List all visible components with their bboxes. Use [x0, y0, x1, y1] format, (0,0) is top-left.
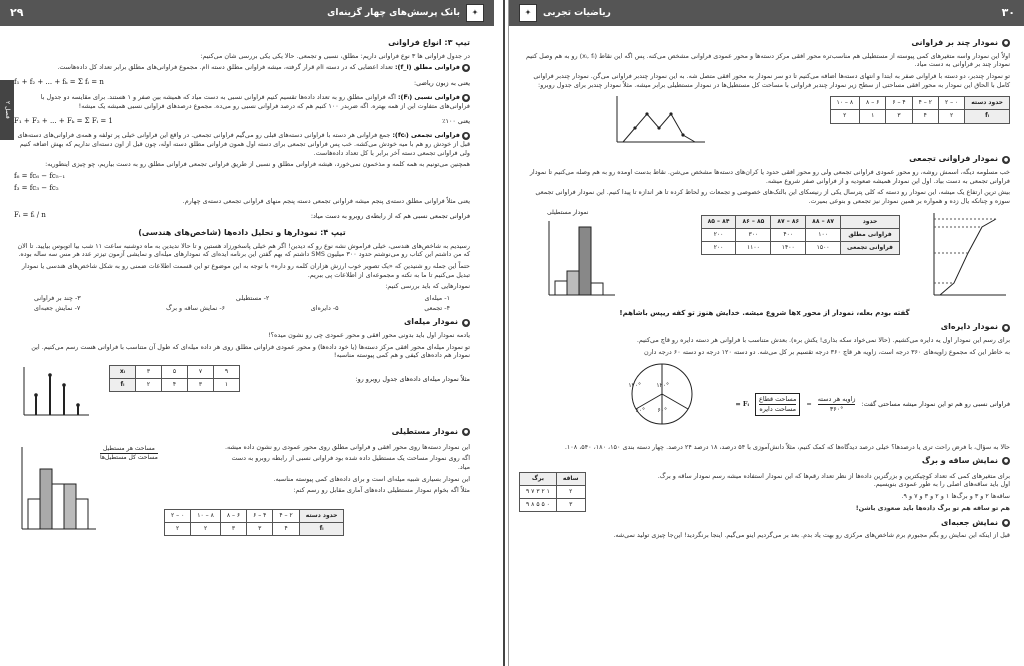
- abs-formula-row: [14, 75, 470, 90]
- left-page-header: [0, 0, 494, 26]
- table-cell: fᵢ: [965, 110, 1010, 123]
- bar-title-text: نمودار میله‌ای: [403, 317, 458, 327]
- paragraph: ساقه‌ها ۲ و ۳ و برگ‌ها ۱ و ۲ و ۳ و ۷ و ۹.: [901, 491, 1010, 500]
- section-title-text: تیپ ۳: انواع فراوانی: [388, 38, 470, 47]
- abs-note: یعنی به زبون ریاضی:: [414, 78, 470, 87]
- list-item: ۵- دایره‌ای: [310, 304, 339, 313]
- hist-label: نمودار مستطیلی: [547, 208, 589, 216]
- publisher-logo-icon: ✦: [466, 4, 484, 22]
- paragraph: بیش ترین ارتفاع یک میشه، این نمودار رو دسته که کلی پترسال یکی از رنیسکای این بالتک‌های خصوصی و تجمعات رو لحاظ کرده تا هر اندازه تا پیدا کنیم. این نمودار فراوانی تجمعی سوزه و چنانکه یال زده و همواره بر همین نمودار نیز تجمعی و بنوعی بمیرت.: [535, 188, 1010, 206]
- hist-data-table: [164, 509, 344, 536]
- table-cell: ۰ – ۲: [165, 509, 191, 522]
- table-cell: ۴: [273, 522, 299, 535]
- left-content: [14, 34, 470, 658]
- table-cell: xᵢ: [110, 365, 136, 378]
- table-cell: ۲ – ۴: [273, 509, 299, 522]
- stem-leaf-table: [519, 472, 586, 512]
- cum-formulas: [14, 172, 470, 194]
- pie-fraction-1: [755, 393, 800, 415]
- paragraph: حتماً این جمله رو شنیدین که «یک تصویر خوب ارزش هزاران کلمه رو داره» با توجه به این موضوع تو این قسمت اطلاعات ضمنی رو به شکل شاخص‌های هندسی یا نمودار تبدیل می‌کنیم تا ما به نکته و مجموعه‌ای از اطلاعات پی ببریم.: [21, 261, 470, 279]
- table-cell: ۱: [214, 378, 240, 391]
- cum-histogram: [539, 219, 619, 303]
- table-row: [701, 228, 899, 241]
- pie-chart: [627, 359, 697, 429]
- paragraph: این نمودار بسیاری شبیه میله‌ای است و برای داده‌های کمی پیوسته مناسبه.: [273, 474, 470, 483]
- table-cell: ۷: [188, 365, 214, 378]
- list-item: ۱- میله‌ای: [424, 293, 450, 302]
- list-item: ۴- تجمعی: [424, 304, 450, 313]
- stem-title-text: نمایش ساقه و برگ: [921, 455, 998, 465]
- paragraph: مثلاً اگه بخوام نمودار مستطیلی داده‌های آماری مقابل رو رسم کنم:: [293, 486, 470, 495]
- hist-bar: [591, 283, 603, 295]
- frac-num: مساحت قطاع: [759, 395, 797, 404]
- table-cell: ۲: [938, 110, 964, 123]
- abs-freq-paragraph: [14, 63, 470, 72]
- bullet-icon: ●: [463, 132, 469, 139]
- table-cell: ۶ – ۸: [860, 97, 886, 110]
- rel-freq-text: اگه فراوانی مطلق رو به تعداد داده‌ها تقسیم کنیم فراوانی نسبی به دست میاد که همیشه بین صفر و ۱ هستند. برای مقایسه دو جدول با فراوانی‌های متفاوت این از همه بهتره. اگه ضربدر ۱۰۰ کنیم هم که درصد فراوانی نسبی رو می‌ده. مجموع درصدهای فراوانی نسبی همیشه یک میشه!: [40, 92, 470, 110]
- paragraph: این نمودار دسته‌ها روی محور افقی و فراوانی مطلق روی محور عمودی رو نشون داده میشه.: [224, 442, 470, 451]
- hist-bar: [567, 271, 579, 295]
- pie-area: [519, 359, 1010, 441]
- table-cell: ۲: [191, 522, 221, 535]
- table-cell: ۳: [247, 522, 273, 535]
- table-cell: ۳۰۰: [736, 228, 771, 241]
- frac-den: مساحت دایره: [759, 404, 796, 413]
- paragraph: به خاطر این که مجموع زاویه‌های ۳۶۰ درجه است، زاویه هر قاچ ۳۶۰ درجه تقسیم بر کل می‌شه. دو دسته ۱۲۰ درجه دو دسته ۶۰ درجه دارن: [644, 347, 1010, 356]
- box-title-text: نمایش جعبه‌ای: [941, 517, 998, 527]
- bar-dot: [34, 393, 38, 397]
- stem-note: هم تو ساقه هم تو برگ داده‌ها باید صعودی باشن!: [855, 503, 1010, 512]
- table-cell: ۳: [556, 498, 585, 511]
- hist-bar: [76, 499, 88, 529]
- table-row: [520, 485, 586, 498]
- table-row: [520, 498, 586, 511]
- poly-title: [519, 38, 1010, 49]
- table-row: [165, 509, 344, 522]
- table-cell: ۸۷ – ۸۸: [806, 215, 841, 228]
- table-cell: ۲: [165, 522, 191, 535]
- poly-point: [681, 134, 684, 137]
- bar-dot: [76, 403, 80, 407]
- bar-chart-figure: [14, 363, 94, 423]
- list-item: ۲- مستطیلی: [235, 293, 270, 302]
- pie-label: ۶۰°: [635, 407, 645, 415]
- hist-bar: [52, 484, 64, 529]
- right-page: [508, 0, 1024, 666]
- paragraph: تو نمودار میله‌ای محور افقی مرکز دسته‌ها (یا خود داده‌ها) و محور عمودی فراوانی مطلق روی هر داده میله‌ای که طول آن متناسب با فراوانی هست رسم می‌کنیم. این نمودار هم داده‌های کیفی و هم کمی پیوسته مناسبه!: [31, 342, 470, 360]
- table-cell: برگ: [520, 472, 557, 485]
- table-cell: ۲: [830, 110, 860, 123]
- paragraph: در جدول فراوانی ها ۳ نوع فراوانی داریم: مطلق، نسبی و تجمعی. حالا یکی یکی بررسی شان می‌کنیم:: [200, 51, 470, 60]
- formula-2: f₃ = fc₃ − fc₂: [14, 184, 59, 193]
- table-cell: ۳: [188, 378, 214, 391]
- chart-types-row-1: [34, 294, 450, 303]
- table-cell: حدود دسته: [965, 97, 1010, 110]
- formula-lhs: Fᵢ =: [735, 400, 749, 409]
- formula-3: Fᵢ = fᵢ / n: [14, 211, 46, 220]
- cum-note: همچنین می‌تونیم به همه کلمه و مذخمون نمی‌خورد، هیشه فراوانی مطلق و نسبی از طریق فراوانی تجمعی فراوانی مطلق رو به دست بیاریم، چو چیزی اینطوریه:: [45, 160, 470, 169]
- pie-label: ۱۲۰°: [656, 382, 669, 390]
- table-cell: ۸ – ۱۰: [830, 97, 860, 110]
- pie-label: ۶۰°: [657, 407, 667, 415]
- list-item: ۳- چند بر فراوانی: [34, 293, 81, 302]
- publisher-logo-icon: ✦: [519, 4, 537, 22]
- table-cell: ۴: [912, 110, 938, 123]
- bar-dot: [62, 383, 66, 387]
- poly-point: [669, 113, 672, 116]
- formula-1: f₆ = fc₆ − fc₅₋₁: [14, 171, 66, 180]
- table-cell: ۲ – ۴: [912, 97, 938, 110]
- table-cell: ۹: [214, 365, 240, 378]
- header-title: ریاضیات تجربی: [543, 7, 611, 18]
- table-cell: ۳: [220, 522, 246, 535]
- paragraph: قبل از اینکه این نمایش رو بگم مجبورم برم شاخص‌های مرکزی رو بهت یاد بدم. بعد بر می‌گردیم اینو می‌گیم. اینجا برنگردید! این‌جا چیزی تولید نمی‌شه.: [613, 531, 1010, 540]
- table-cell: ۱ ۲ ۳ ۷ ۹: [520, 485, 557, 498]
- bullet-icon: ●: [1003, 458, 1009, 465]
- section-title: [14, 38, 470, 49]
- rel-formula-row: [14, 114, 470, 129]
- paragraph: تو نمودار چندبر، دو دسته با فراوانی صفر به ابتدا و انتهای دسته‌ها اضافه می‌کنیم تا دو سر نمودار به محور افقی متصل شه. به این نمودار چندبر فراوانی می‌گن. نمودار چندبر فراوانی کامل با الحاق این نمودار به محور افقی مساحتی از سطح زیر نمودار چندبر فراوانی با مساحت کل مستطیل‌ها در نمودار مستطیلی برابر میشه. مثلاً نمودار چندبر برای جدول روبرو:: [533, 72, 1010, 89]
- formula-numerator: مساحت هر مستطیل: [100, 445, 158, 454]
- table-cell: ۱۰۰: [806, 228, 841, 241]
- bullet-icon: ●: [1003, 324, 1009, 331]
- table-row: [701, 241, 899, 254]
- hist-text-block: [220, 441, 470, 498]
- table-row: [830, 97, 1009, 110]
- bullet-icon: ●: [463, 429, 469, 436]
- table-cell: ۱: [860, 110, 886, 123]
- cum-rel-row: [14, 208, 470, 223]
- table-cell: ساقه: [556, 472, 585, 485]
- paragraph: یادمه نمودار اول باید بدونی محور افقی و محور عمودی چی رو نشون میده؟!: [268, 330, 470, 339]
- bullet-icon: ●: [1003, 156, 1009, 163]
- equals-sign: =: [806, 400, 812, 409]
- table-row: [830, 110, 1009, 123]
- table-cell: fᵢ: [299, 522, 344, 535]
- table-cell: ۱۵۰۰: [806, 241, 841, 254]
- poly-area: [519, 92, 1010, 150]
- polygon-chart: [609, 92, 709, 150]
- table-cell: فراوانی مطلق: [841, 228, 900, 241]
- pie-note: فراوانی نسبی رو هم تو این نمودار میشه مساحتی گفت:: [861, 400, 1010, 409]
- stem-text-block: [650, 470, 1010, 516]
- highlight-note: گفته بودم بعله، نمودار از محور xها شروع میشه. خدایش هنوز تو کفه ریپس باشاهم!: [619, 308, 910, 317]
- table-cell: ۳: [136, 365, 162, 378]
- table-cell: ۶ – ۸: [220, 509, 246, 522]
- left-page: [0, 0, 494, 666]
- list-item: ۷- نمایش جعبه‌ای: [34, 304, 81, 313]
- hist-bar: [64, 484, 76, 529]
- bullet-icon: ●: [1003, 40, 1009, 47]
- paragraph: حالا به سؤال، با فرض راحت تری یا درصدها؟ خیلی درصد دیدگاه‌ها که کمک کنیم، مثلاً دانش‌آموزی با ۵۴ درصد، ۱۸ درصد ۲۴ درصد. چهار دسته بندی ۱۵۰، ۱۸۰، ۵۴۰، ۱۰۸.: [564, 443, 1010, 452]
- cum-chart-area: [519, 209, 1010, 305]
- header-title-wrap: [519, 4, 611, 22]
- hist-area: [14, 441, 470, 537]
- pie-formula-row: [735, 393, 1010, 415]
- ogive-line: [940, 219, 996, 295]
- page-number: ۲۹: [10, 5, 24, 19]
- cum-freq-title: فراوانی تجمعی (fcᵢ):: [392, 130, 460, 139]
- bar-chart-title: [14, 317, 470, 328]
- poly-point: [657, 127, 660, 130]
- table-cell: ۸۶ – ۸۷: [771, 215, 806, 228]
- table-cell: ۳: [886, 110, 912, 123]
- bullet-icon: ●: [463, 319, 469, 326]
- table-cell: fᵢ: [110, 378, 136, 391]
- bar-example-area: [14, 363, 470, 423]
- chart-types-row-2: [34, 304, 450, 313]
- paragraph: برای متغیرهای کمی که تعداد کوچیکترین و بزرگترین داده‌ها از نظر تعداد رقم‌ها که این نمودار استفاده میشه رسم نمودار ساقه و برگ. اول باید ساقه‌های اصلی را به طور عمودی بنویسیم.: [657, 471, 1010, 489]
- table-cell: ۸ – ۱۰: [191, 509, 221, 522]
- poly-data-table: [830, 96, 1010, 123]
- ogive-chart: [920, 209, 1010, 305]
- gutter-divider: [503, 0, 505, 666]
- abs-freq-text: تعداد اعضایی که در دسته iام قرار گرفته، میشه فراوانی مطلق دسته iام. مجموع فراوانی‌های مطلق برابر تعداد کل داده‌هاست.: [57, 63, 393, 72]
- section-title-text: تیپ ۴: نمودارها و تحلیل داده‌ها (شاخص‌های هندسی): [138, 227, 346, 237]
- table-cell: فراوانی تجمعی: [841, 241, 900, 254]
- bar-dot: [48, 373, 52, 377]
- table-row: [110, 378, 240, 391]
- bullet-icon: ●: [1003, 520, 1009, 527]
- bar-data-table: [109, 365, 240, 392]
- table-row: [165, 522, 344, 535]
- hist-bar: [40, 469, 52, 529]
- table-cell: ۲۰۰: [701, 228, 736, 241]
- table-cell: ۴۰۰: [771, 228, 806, 241]
- list-item: ۶- نمایش ساقه و برگ: [165, 304, 226, 313]
- table-row: [110, 365, 240, 378]
- section-title: [14, 228, 470, 239]
- table-cell: ۱۱۰۰: [736, 241, 771, 254]
- hist-title: [14, 427, 470, 438]
- cum-title-text: نمودار فراوانی تجمعی: [909, 154, 998, 164]
- table-cell: ۲: [136, 378, 162, 391]
- paragraph: اولاً این نمودار واسه متغیرهای کمی پیوسته از مستطیلی هم مناسب‌تره محور افقی مرکز دسته‌ها و محور عمودی فراوانی مشخص می‌کنه. پس اگه این نقاط (xᵢ, fᵢ) رو به هم وصل کنیم نمودار چند بر فراوانی به دست میاد.: [525, 51, 1010, 69]
- pie-label: ۱۲۰°: [628, 382, 641, 390]
- bar-example-text: مثلاً نمودار میله‌ای داده‌های جدول روبرو رو:: [355, 374, 470, 383]
- page-gutter: [494, 0, 508, 666]
- histogram-figure: [14, 441, 98, 537]
- frac-den: ۳۶۰°: [829, 404, 844, 413]
- right-page-header: [509, 0, 1024, 26]
- paragraph: خب مسلومه دیگه، اسمش روشه، رو محور عمودی فراوانی تجمعی ولی رو محور افقی حدود یا کران‌های دسته‌ها مشخص می‌شن. نقاط بدست اومده رو به هم وصله می‌کنیم تا نمودار فراوانی تجمعی به دست بیاد. اول این نمودار همیشه صعودیه و از فراوانی صفر شروع میشه.: [529, 168, 1010, 185]
- right-content: [519, 34, 1010, 658]
- pie-title-text: نمودار دایره‌ای: [940, 322, 998, 332]
- cum-chart-title: [519, 154, 1010, 165]
- paragraph: رسیدیم به شاخص‌های هندسی، خیلی فراموش نشه نوع رو که دیدین! اگر هم خیلی پاسخورزاد هستین و تا حالا ندیدین به ماه دوشنبه ساعت ۱۱ شب بیا اتوبوس بیایید. تا الان که من داشتم این کتاب رو می‌نوشتم حدود ۳۰۰ میلیون SMS داشتم که بهم گفتن این برنامه ایده‌ای که نمودارهای میله‌ای و نمایشی آزمون تیزتر عدد هر مس سه ساله بوده.: [17, 241, 470, 259]
- table-cell: ۴: [162, 378, 188, 391]
- frac-num: زاویه هر دسته: [817, 395, 856, 404]
- formula-note-2: فراوانی تجمعی نسبی هم که از رابطه‌ی روبرو به دست میاد:: [310, 211, 470, 220]
- bullet-icon: ●: [463, 65, 469, 72]
- hist-bar: [555, 281, 567, 295]
- stem-leaf-title: [519, 456, 1010, 467]
- chapter-tab: فصل ۲: [0, 80, 14, 140]
- rel-note: یعنی ۱۰۰٪: [442, 116, 470, 125]
- hist-formula: [100, 445, 158, 462]
- header-title: بانک پرسش‌های چهار گزینه‌ای: [327, 7, 460, 18]
- rel-freq-title: فراوانی نسبی (Fᵢ):: [397, 92, 460, 101]
- table-row: [701, 215, 899, 228]
- chart-types-title: نمودارهایی که باید بررسی کنیم:: [385, 282, 470, 291]
- abs-freq-title: فراوانی مطلق (f_i):: [394, 63, 460, 72]
- table-cell: ۸۵ – ۸۶: [736, 215, 771, 228]
- rel-formula: F₁ + F₂ + ... + Fₖ = Σ Fᵢ = 1: [14, 116, 113, 125]
- table-cell: ۲: [556, 485, 585, 498]
- table-cell: ۴ – ۶: [247, 509, 273, 522]
- table-cell: ۲۰۰: [701, 241, 736, 254]
- hist-bar: [28, 499, 40, 529]
- paragraph: برای رسم این نمودار اول یه دایره می‌کشیم. (حالا نمی‌خواد سکه بذاری! یکش بره). بعدش متناسب با فراوانی هر دسته دایره رو قاچ می‌کنیم.: [636, 335, 1010, 344]
- formula-denominator: مساحت کل مستطیل‌ها: [100, 453, 158, 461]
- poly-point: [645, 113, 648, 116]
- poly-point: [633, 127, 636, 130]
- table-cell: ۴ – ۶: [886, 97, 912, 110]
- hist-bar: [579, 227, 591, 295]
- cum-freq-text: جمع فراوانی هر دسته با فراوانی دسته‌های قبلی رو می‌گیم فراوانی تجمعی. در واقع این فراوانی خیلی پر تولفه و همه‌ی فراوانی‌های دسته‌های قبل از خودش رو هم با میه خودش می‌کشه. خب پس فراوانی تجمعی برای دسته اول همون فراوانی مطلق دسته اوله، چون قبل از اون دسته‌ای نداریم که بهش اضافه کنیم ولی فراوانی تجمعی دسته آخر برابر با کل تعداد داده‌هاست.: [17, 130, 470, 157]
- table-cell: ۱۴۰۰: [771, 241, 806, 254]
- table-cell: ۰ – ۲: [938, 97, 964, 110]
- table-cell: حدود دسته: [299, 509, 344, 522]
- header-title-wrap: [327, 4, 484, 22]
- page-number: ۳۰: [1001, 5, 1015, 19]
- table-cell: حدود: [841, 215, 900, 228]
- paragraph: اگه روی نمودار مساحت یک مستطیل داده شده بود فراوانی نسبی از رابطه روبرو به دست میاد.: [231, 454, 470, 471]
- pie-title: [519, 322, 1010, 333]
- rel-freq-paragraph: [14, 93, 470, 111]
- formula-note-1: یعنی مثلاً فراوانی مطلق دسته‌ی پنجم میشه فراوانی تجمعی دسته پنجم منهای فراوانی تجمعی دسته‌ی چهارم.: [182, 196, 470, 205]
- table-cell: ۰ ۵ ۵ ۸ ۹: [520, 498, 557, 511]
- stem-leaf-area: [519, 470, 1010, 514]
- box-plot-title: [519, 518, 1010, 529]
- abs-formula: f₁ + f₂ + ... + fₖ = Σ fᵢ = n: [14, 78, 104, 87]
- table-row: [520, 472, 586, 485]
- pie-fraction-2: [818, 395, 856, 413]
- cum-data-table: [701, 215, 900, 255]
- table-cell: ۵: [162, 365, 188, 378]
- poly-title-text: نمودار چند بر فراوانی: [911, 38, 998, 47]
- hist-title-text: نمودار مستطیلی: [391, 426, 458, 436]
- bullet-icon: ●: [463, 94, 469, 101]
- table-cell: ۸۴ – ۸۵: [701, 215, 736, 228]
- cum-freq-paragraph: [14, 131, 470, 157]
